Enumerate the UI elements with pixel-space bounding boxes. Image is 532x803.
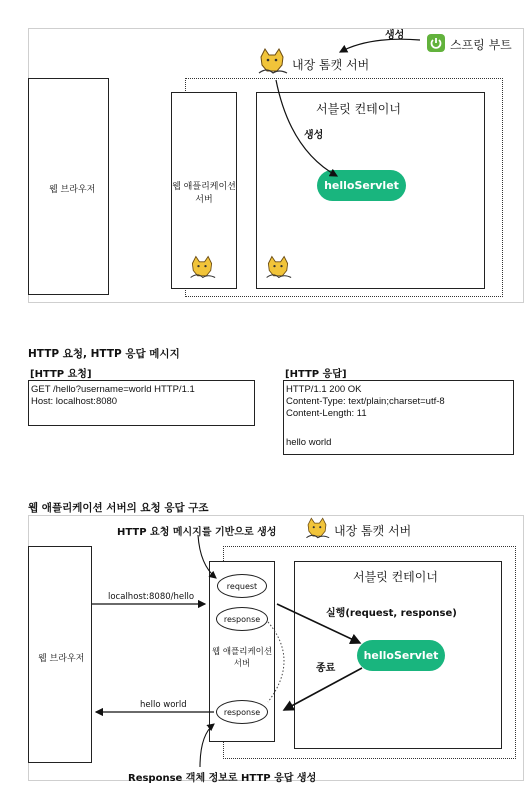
http-request-line-2: Host: localhost:8080 (31, 396, 118, 407)
finish-label: 종료 (316, 663, 336, 674)
was-label-line1: 웹 애플리케이션 (172, 182, 236, 192)
arrow-was-to-servlet (277, 604, 360, 643)
arrow-label-to-request (198, 535, 216, 578)
response-object: response (216, 607, 268, 631)
hello-servlet-node-d2: helloServlet (357, 640, 445, 671)
hello-servlet-node: helloServlet (317, 170, 406, 201)
spring-boot-label: 스프링 부트 (450, 38, 512, 52)
servlet-container-label-d2: 서블릿 컨테이너 (353, 570, 438, 584)
web-browser-label: 웹 브라우저 (49, 185, 96, 195)
was-label-d2-line2: 서버 (233, 659, 251, 669)
request-object: request (217, 574, 267, 598)
web-browser-label-d2: 웹 브라우저 (38, 654, 85, 664)
hello-world-label: hello world (140, 700, 187, 710)
http-request-header: [HTTP 요청] (30, 369, 92, 380)
execute-label: 실행(request, response) (326, 608, 457, 619)
embedded-tomcat-label-d2: 내장 톰캣 서버 (334, 524, 412, 538)
http-response-header: [HTTP 응답] (285, 369, 347, 380)
embedded-tomcat-label: 내장 톰캣 서버 (292, 58, 370, 72)
arrow-servlet-to-response (284, 668, 362, 710)
http-section-title: HTTP 요청, HTTP 응답 메시지 (28, 348, 180, 360)
http-response-line-2: Content-Type: text/plain;charset=utf-8 (286, 396, 445, 407)
dotted-response-link (268, 622, 284, 702)
was-label-line2: 서버 (195, 195, 213, 205)
request-url-label: localhost:8080/hello (108, 592, 195, 602)
http-request-line-1: GET /hello?username=world HTTP/1.1 (31, 384, 195, 395)
response-object-label: Response 객체 정보로 HTTP 응답 생성 (128, 773, 317, 784)
create-label-container: 생성 (304, 130, 324, 141)
http-response-line-3: Content-Length: 11 (286, 408, 367, 419)
create-label-top: 생성 (385, 30, 405, 41)
http-response-line-1: HTTP/1.1 200 OK (286, 384, 362, 395)
was-label-d2-line1: 웹 애플리케이션 (211, 647, 273, 657)
http-response-line-5: hello world (286, 437, 332, 448)
servlet-container-label: 서블릿 컨테이너 (316, 102, 401, 116)
response-object-final: response (216, 700, 268, 724)
arrow-label-to-response (200, 724, 214, 767)
http-request-based-label: HTTP 요청 메시지를 기반으로 생성 (117, 527, 277, 538)
diagram2-title: 웹 애플리케이션 서버의 요청 응답 구조 (28, 502, 209, 514)
